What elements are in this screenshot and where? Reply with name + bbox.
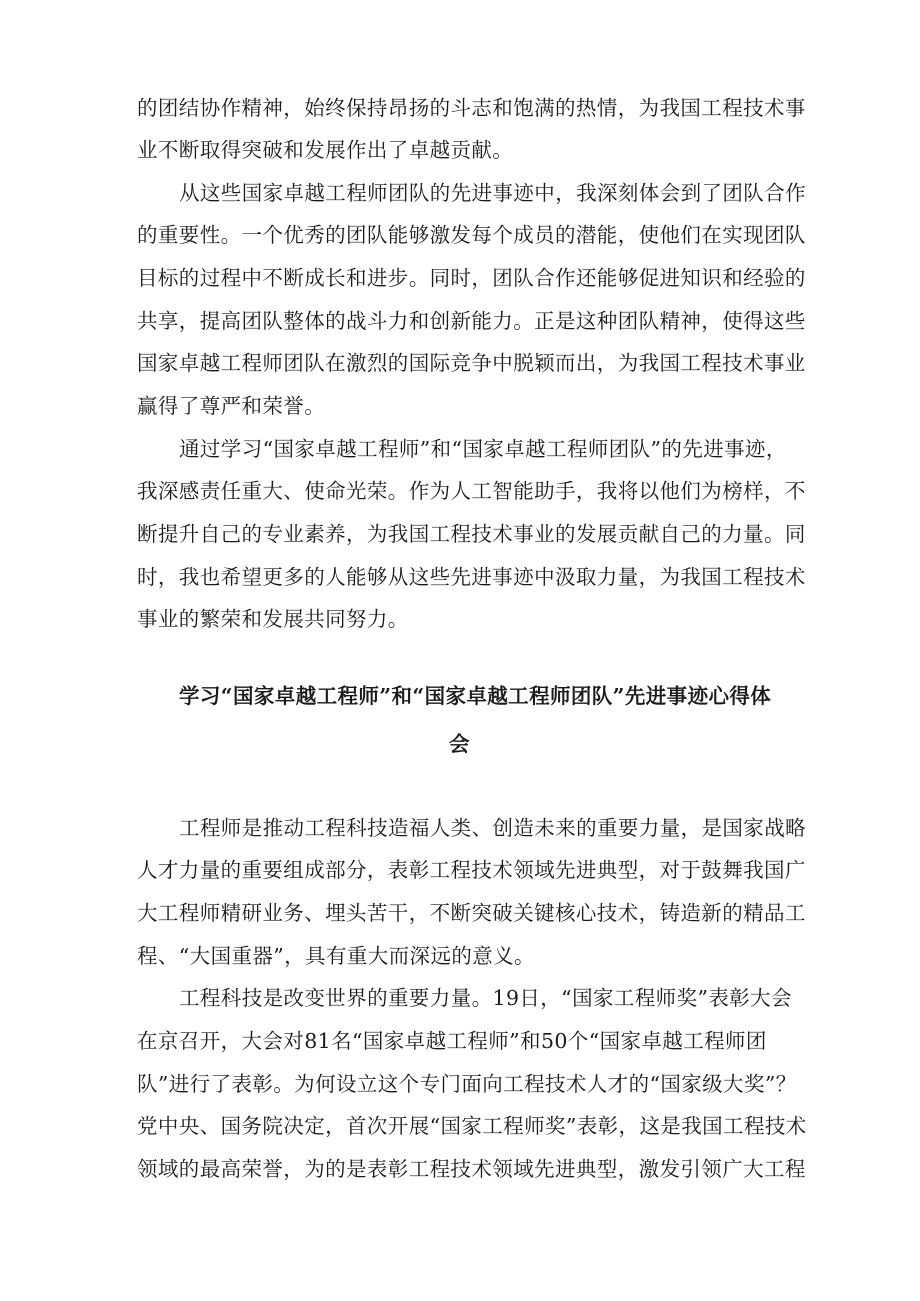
text-line: 领域的最高荣誉，为的是表彰工程技术领域先进典型，激发引领广大工程 xyxy=(137,1157,806,1181)
text-line: 的团结协作精神，始终保持昂扬的斗志和饱满的热情，为我国工程技术事 xyxy=(137,96,806,120)
text-line: 目标的过程中不断成长和进步。同时，团队合作还能够促进知识和经验的 xyxy=(137,266,806,290)
text-line: 国家卓越工程师团队在激烈的国际竞争中脱颖而出，为我国工程技术事业 xyxy=(137,351,806,375)
title-line: 学习“国家卓越工程师”和“国家卓越工程师团队”先进事迹心得体 xyxy=(179,684,772,708)
text-line: 党中央、国务院决定，首次开展“国家工程师奖”表彰，这是我国工程技术 xyxy=(137,1114,807,1138)
text-line: 事业的繁荣和发展共同努力。 xyxy=(137,607,409,631)
text-line: 赢得了尊严和荣誉。 xyxy=(137,394,326,418)
text-line: 的重要性。一个优秀的团队能够激发每个成员的潜能，使他们在实现团队 xyxy=(137,223,806,247)
text-line: 业不断取得突破和发展作出了卓越贡献。 xyxy=(137,138,514,162)
text-line: 通过学习“国家卓越工程师”和“国家卓越工程师团队”的先进事迹， xyxy=(179,437,787,461)
title-line: 会 xyxy=(449,732,470,756)
text-line: 在京召开，大会对81名“国家卓越工程师”和50个“国家卓越工程师团 xyxy=(137,1029,767,1053)
text-line: 队”进行了表彰。为何设立这个专门面向工程技术人才的“国家级大奖”？ xyxy=(137,1072,797,1096)
text-line: 人才力量的重要组成部分，表彰工程技术领域先进典型，对于鼓舞我国广 xyxy=(137,858,806,882)
text-line: 程、“大国重器”，具有重大而深远的意义。 xyxy=(137,944,535,968)
text-line: 从这些国家卓越工程师团队的先进事迹中，我深刻体会到了团队合作 xyxy=(179,181,806,205)
text-line: 工程师是推动工程科技造福人类、创造未来的重要力量，是国家战略 xyxy=(179,816,806,840)
text-line: 共享，提高团队整体的战斗力和创新能力。正是这种团队精神，使得这些 xyxy=(137,309,806,333)
text-line: 工程科技是改变世界的重要力量。19日，“国家工程师奖”表彰大会 xyxy=(179,986,792,1010)
text-line: 我深感责任重大、使命光荣。作为人工智能助手，我将以他们为榜样，不 xyxy=(137,479,806,503)
text-line: 时，我也希望更多的人能够从这些先进事迹中汲取力量，为我国工程技术 xyxy=(137,565,806,589)
text-line: 断提升自己的专业素养，为我国工程技术事业的发展贡献自己的力量。同 xyxy=(137,522,806,546)
text-line: 大工程师精研业务、埋头苦干，不断突破关键核心技术，铸造新的精品工 xyxy=(137,901,806,925)
